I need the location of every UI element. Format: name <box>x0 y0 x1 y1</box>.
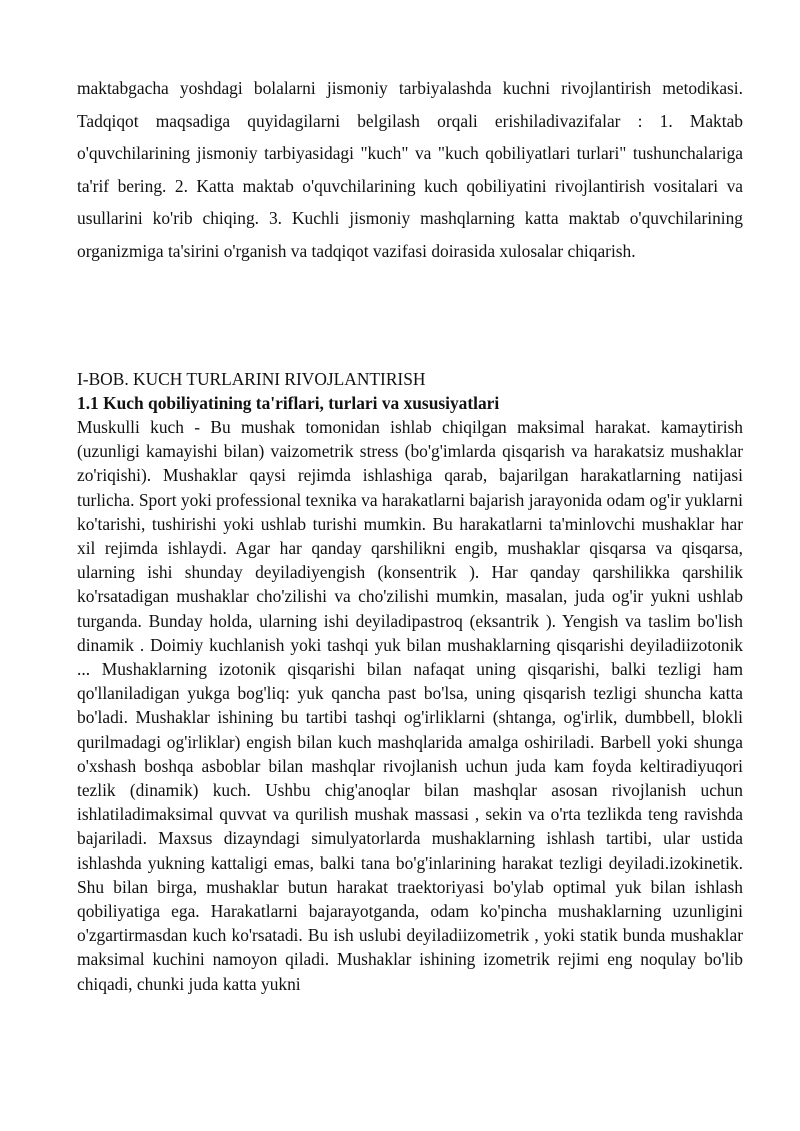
section-heading: 1.1 Kuch qobiliyatining ta'riflari, turlari va xususiyatlari <box>77 393 500 413</box>
intro-paragraph: maktabgacha yoshdagi bolalarni jismoniy tarbiyalashda kuchni rivojlantirish metodikasi. Tadqiqot maqsadiga quyidagilarni belgilash orqali erishiladivazifalar : 1. Maktab o'quvchilarining jismoniy tarbiyasidagi "kuch" va "kuch qobiliyatlari turlari" tushunchalariga ta'rif bering. 2. Katta maktab o'quvchilarining kuch qobiliyatini rivojlantirish vositalari va usullarini ko'rib chiqing. 3. Kuchli jismoniy mashqlarning katta maktab o'quvchilarining organizmiga ta'sirini o'rganish va tadqiqot vazifasi doirasida xulosalar chiqarish. <box>77 78 743 261</box>
body-paragraph: Muskulli kuch - Bu mushak tomonidan ishlab chiqilgan maksimal harakat. kamaytirish (uzunligi kamayishi bilan) vaizometrik stress (bo'g'imlarda qisqarish va harakatsiz mushaklar zo'riqishi). Mushaklar qaysi rejimda ishlashiga qarab, bajarilgan harakatlarning natijasi turlicha. Sport yoki professional texnika va harakatlarni bajarish jarayonida odam og'ir yuklarni ko'tarishi, tushirishi yoki ushlab turishi mumkin. Bu harakatlarni ta'minlovchi mushaklar har xil rejimda ishlaydi. Agar har qanday qarshilikni engib, mushaklar qisqarsa va qisqarsa, ularning ishi shunday deyiladiyengish (konsentrik ). Har qanday qarshilikka qarshilik ko'rsatadigan mushaklar cho'zilishi va cho'zilishi mumkin, masalan, juda og'ir yukni ushlab turganda. Bunday holda, ularning ishi deyiladipastroq (eksantrik ). Yengish va taslim bo'lish dinamik . Doimiy kuchlanish yoki tashqi yuk bilan mushaklarning qisqarishi deyiladiizotonik ... Mushaklarning izotonik qisqarishi bilan nafaqat uning qisqarishi, balki tezligi ham qo'llaniladigan yukga bog'liq: yuk qancha past bo'lsa, uning qisqarish tezligi shuncha katta bo'ladi. Mushaklar ishining bu tartibi tashqi og'irliklarni (shtanga, og'irlik, dumbbell, blokli qurilmadagi og'irliklar) engish bilan kuch mashqlarida amalga oshiriladi. Barbell yoki shunga o'xshash boshqa asboblar bilan mashqlar rivojlanish uchun juda kam foyda keltiradiyuqori tezlik (dinamik) kuch. Ushbu chig'anoqlar bilan mashqlar asosan rivojlanish uchun ishlatiladimaksimal quvvat va qurilish mushak massasi , sekin va o'rta tezlikda teng ravishda bajariladi. Maxsus dizayndagi simulyatorlarda mushaklarning ishlash tartibi, ular ustida ishlashda yukning kattaligi emas, balki tana bo'g'inlarining harakat tezligi deyiladi.izokinetik. Shu bilan birga, mushaklar butun harakat traektoriyasi bo'ylab optimal yuk bilan ishlash qobiliyatiga ega. Harakatlarni bajarayotganda, odam ko'pincha mushaklarning uzunligini o'zgartirmasdan kuch ko'rsatadi. Bu ish uslubi deyiladiizometrik , yoki statik bunda mushaklar maksimal kuchini namoyon qiladi. Mushaklar ishining izometrik rejimi eng noqulay bo'lib chiqadi, chunki juda katta yukni <box>77 417 743 994</box>
chapter-heading: I-BOB. KUCH TURLARINI RIVOJLANTIRISH <box>77 369 426 389</box>
